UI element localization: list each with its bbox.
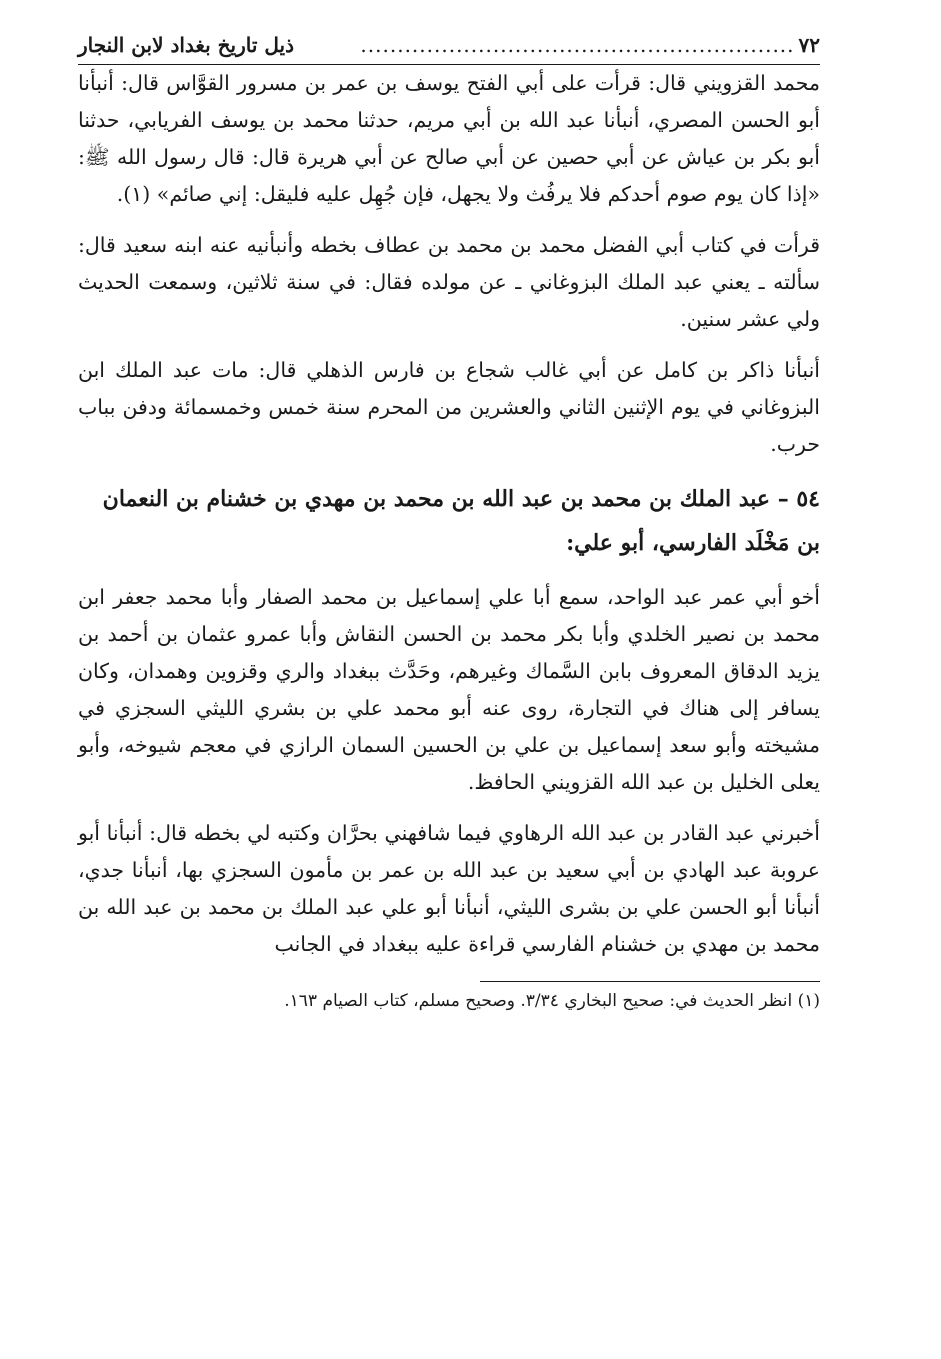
paragraph-hadith-chain: محمد القزويني قال: قرأت على أبي الفتح يوسف بن عمر بن مسرور القوَّاس قال: أنبأنا أبو الحسن المصري، أنبأنا عبد الله بن أبي مريم، حدثنا محمد بن يوسف الفريابي، حدثنا أبو بكر بن عياش عن أبي حصين عن أبي صالح عن أبي هريرة قال: قال رسول الله ﷺ: «إذا كان يوم صوم أحدكم فلا يرفُث ولا يجهل، فإن جُهِل عليه فليقل: إني صائم» (١).: [78, 71, 820, 206]
paragraph-death-note: أنبأنا ذاكر بن كامل عن أبي غالب شجاع بن فارس الذهلي قال: مات عبد الملك ابن البزوغاني في يوم الإثنين الثاني والعشرين من المحرم سنة خمس وخمسمائة ودفن بباب حرب.: [78, 358, 820, 456]
paragraph-birth-note: قرأت في كتاب أبي الفضل محمد بن محمد بن عطاف بخطه وأنبأنيه عنه ابنه سعيد قال: سألته ـ يعني عبد الملك البزوغاني ـ عن مولده فقال: في سنة ثلاثين، وسمعت الحديث ولي عشر سنين.: [78, 233, 820, 331]
running-header: [78, 30, 820, 65]
footnote-divider: [480, 981, 820, 982]
footnote: (١) انظر الحديث في: صحيح البخاري ٣/٣٤. وصحيح مسلم، كتاب الصيام ١٦٣.: [284, 991, 820, 1011]
book-page: [78, 30, 820, 1031]
book-title: ذيل تاريخ بغداد لابن النجار: [78, 33, 294, 57]
page-number: ٧٢: [798, 33, 820, 57]
entry-heading: ٥٤ – عبد الملك بن محمد بن عبد الله بن محمد بن مهدي بن خشنام بن النعمان بن مَخْلَد الفارسي، أبو علي:: [102, 486, 820, 556]
paragraph-isnad: أخبرني عبد القادر بن عبد الله الرهاوي فيما شافهني بحرَّان وكتبه لي بخطه قال: أنبأنا أبو عروبة عبد الهادي بن أبي سعيد بن عبد الله بن عمر بن مأمون السجزي بها، أنبأنا جدي، أنبأنا أبو الحسن علي بن بشرى الليثي، أنبأنا أبو علي عبد الملك بن محمد بن عبد الله بن محمد بن مهدي بن خشنام الفارسي قراءة عليه ببغداد في الجانب: [78, 821, 820, 956]
header-dot-leader: ...........................................................: [360, 33, 795, 57]
paragraph-biography: أخو أبي عمر عبد الواحد، سمع أبا علي إسماعيل بن محمد الصفار وأبا محمد جعفر ابن محمد بن نصير الخلدي وأبا بكر محمد بن الحسن النقاش وأبا عمرو عثمان بن أحمد بن يزيد الدقاق المعروف بابن السَّماك وغيرهم، وحَدَّث ببغداد والري وقزوين وهمدان، وكان يسافر إلى هناك في التجارة، روى عنه أبو محمد علي بن بشري الليثي السجزي في مشيخته وأبو سعد إسماعيل بن علي بن الحسين السمان الرازي في معجم شيوخه، وأبو يعلى الخليل بن عبد الله القزويني الحافظ.: [78, 585, 820, 794]
